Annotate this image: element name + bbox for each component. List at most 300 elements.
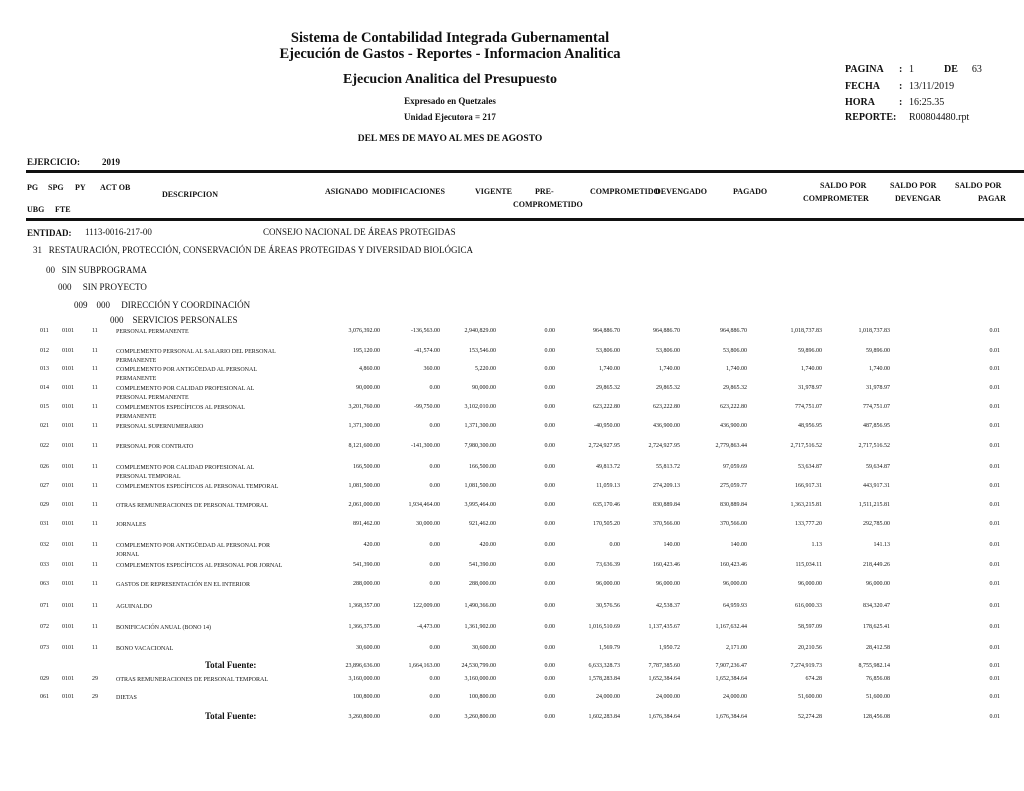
cell-descripcion: COMPLEMENTOS ESPECÍFICOS AL PERSONAL PERMANENTE (116, 405, 245, 420)
cell-saldo-comprometer: 774,751.07 (795, 404, 822, 410)
cell-asignado: 541,390.00 (353, 562, 380, 568)
cell-saldo-pagar: 0.01 (989, 676, 1000, 682)
cell-devengado: 160,423.46 (653, 562, 680, 568)
cell-asignado: 891,462.00 (353, 521, 380, 527)
cell-saldo-comprometer: 51,600.00 (798, 694, 822, 700)
cell-saldo-comprometer: 1,740.00 (801, 366, 822, 372)
col-pagado: PAGADO (733, 187, 768, 196)
cell-saldo-comprometer: 1.13 (811, 542, 822, 548)
cell-modificaciones: 30,000.00 (416, 521, 440, 527)
cell-comprometido: 11,059.13 (596, 483, 620, 489)
cell-precomprometido: 0.00 (544, 676, 555, 682)
cell-pagado: 160,423.46 (720, 562, 747, 568)
cell-saldo-devengar: 128,456.08 (863, 714, 890, 720)
cell-renglon: 029 (40, 676, 49, 682)
cell-asignado: 3,201,760.00 (348, 404, 380, 410)
cell-comprometido: 1,569.79 (599, 645, 620, 651)
cell-saldo-devengar: 1,740.00 (869, 366, 890, 372)
time-label: HORA (845, 97, 875, 108)
cell-pagado: 623,222.80 (720, 404, 747, 410)
cell-ubg: 0101 (62, 521, 74, 527)
cell-asignado: 8,121,600.00 (348, 443, 380, 449)
cell-descripcion: COMPLEMENTOS ESPECÍFICOS AL PERSONAL TEMPORAL (116, 484, 279, 490)
cell-pagado: 29,865.32 (723, 385, 747, 391)
cell-fte: 11 (92, 624, 98, 630)
of-label: DE (944, 64, 958, 75)
cell-comprometido: 1,016,510.69 (588, 624, 620, 630)
cell-ubg: 0101 (62, 581, 74, 587)
cell-saldo-pagar: 0.01 (989, 581, 1000, 587)
cell-comprometido: 53,806.00 (596, 348, 620, 354)
cell-saldo-devengar: 28,412.58 (866, 645, 890, 651)
cell-precomprometido: 0.00 (544, 714, 555, 720)
col-descripcion: DESCRIPCION (162, 190, 219, 199)
module-title: Ejecución de Gastos - Reportes - Informacion Analitica (279, 46, 621, 62)
cell-modificaciones: 0.00 (429, 464, 440, 470)
cell-devengado: 2,724,927.95 (648, 443, 680, 449)
cell-vigente: 3,102,010.00 (464, 404, 496, 410)
cell-saldo-pagar: 0.01 (989, 502, 1000, 508)
cell-fte: 11 (92, 366, 98, 372)
cell-vigente: 7,980,300.00 (464, 443, 496, 449)
cell-vigente: 5,220.00 (475, 366, 496, 372)
col-saldo-devengar-1: SALDO POR (890, 181, 937, 190)
cell-saldo-pagar: 0.01 (989, 348, 1000, 354)
cell-saldo-comprometer: 53,634.87 (798, 464, 822, 470)
col-devengado: DEVENGADO (655, 187, 708, 196)
col-saldo-pagar-2: PAGAR (978, 194, 1006, 203)
col-spg: SPG (48, 183, 64, 192)
total-fuente-label: Total Fuente: (205, 660, 257, 670)
cell-comprometido: 964,886.70 (593, 328, 620, 334)
cell-devengado: 1,676,384.64 (648, 714, 680, 720)
fiscal-year (27, 157, 120, 167)
page-number: 1 (909, 64, 914, 75)
cell-comprometido: 96,000.00 (596, 581, 620, 587)
cell-saldo-pagar: 0.01 (989, 423, 1000, 429)
cell-vigente: 166,500.00 (469, 464, 496, 470)
cell-fte: 11 (92, 521, 98, 527)
date-label: FECHA (845, 81, 880, 92)
cell-saldo-pagar: 0.01 (989, 603, 1000, 609)
cell-fte: 11 (92, 404, 98, 410)
col-fte: FTE (55, 205, 71, 214)
cell-precomprometido: 0.00 (544, 694, 555, 700)
cell-saldo-devengar: 59,896.00 (866, 348, 890, 354)
cell-renglon: 072 (40, 624, 49, 630)
cell-saldo-devengar: 31,978.97 (866, 385, 890, 391)
cell-pagado: 7,907,236.47 (715, 663, 747, 669)
cell-pagado: 24,000.00 (723, 694, 747, 700)
colon: : (899, 64, 903, 75)
cell-saldo-devengar: 178,625.41 (863, 624, 890, 630)
cell-saldo-pagar: 0.01 (989, 464, 1000, 470)
cell-renglon: 033 (40, 562, 49, 568)
cell-modificaciones: 0.00 (429, 483, 440, 489)
cell-saldo-devengar: 292,785.00 (863, 521, 890, 527)
cell-saldo-pagar: 0.01 (989, 366, 1000, 372)
cell-devengado: 830,889.84 (653, 502, 680, 508)
col-precomprometido-2: COMPROMETIDO (513, 200, 583, 209)
cell-asignado: 195,120.00 (353, 348, 380, 354)
cell-asignado: 90,000.00 (356, 385, 380, 391)
cell-comprometido: 1,578,283.84 (588, 676, 620, 682)
cell-fte: 11 (92, 328, 98, 334)
cell-renglon: 015 (40, 404, 49, 410)
cell-precomprometido: 0.00 (544, 366, 555, 372)
cell-modificaciones: 1,934,464.00 (408, 502, 440, 508)
cell-devengado: 140.00 (663, 542, 680, 548)
cell-devengado: 370,566.00 (653, 521, 680, 527)
cell-vigente: 1,361,902.00 (464, 624, 496, 630)
cell-modificaciones: 0.00 (429, 562, 440, 568)
cell-asignado: 100,800.00 (353, 694, 380, 700)
cell-asignado: 3,160,000.00 (348, 676, 380, 682)
cell-asignado: 288,000.00 (353, 581, 380, 587)
cell-devengado: 964,886.70 (653, 328, 680, 334)
cell-asignado: 3,260,800.00 (348, 714, 380, 720)
cell-descripcion: COMPLEMENTO PERSONAL AL SALARIO DEL PERSONAL PERMANENTE (116, 349, 276, 364)
cell-asignado: 30,600.00 (356, 645, 380, 651)
cell-descripcion: PERSONAL PERMANENTE (116, 329, 189, 335)
cell-asignado: 1,366,375.00 (348, 624, 380, 630)
cell-ubg: 0101 (62, 562, 74, 568)
cell-vigente: 3,995,464.00 (464, 502, 496, 508)
cell-vigente: 153,546.00 (469, 348, 496, 354)
cell-saldo-devengar: 487,856.95 (863, 423, 890, 429)
col-py: PY (75, 183, 86, 192)
cell-ubg: 0101 (62, 404, 74, 410)
cell-pagado: 1,740.00 (726, 366, 747, 372)
cell-devengado: 274,209.13 (653, 483, 680, 489)
cell-vigente: 24,530,799.00 (461, 663, 496, 669)
cell-precomprometido: 0.00 (544, 502, 555, 508)
cell-ubg: 0101 (62, 624, 74, 630)
cell-comprometido: 1,602,283.84 (588, 714, 620, 720)
cell-pagado: 275,059.77 (720, 483, 747, 489)
cell-saldo-pagar: 0.01 (989, 624, 1000, 630)
cell-vigente: 3,260,800.00 (464, 714, 496, 720)
cell-precomprometido: 0.00 (544, 603, 555, 609)
program-row: 31 RESTAURACIÓN, PROTECCIÓN, CONSERVACIÓN DE ÁREAS PROTEGIDAS Y DIVERSIDAD BIOLÓGICA (33, 245, 473, 255)
cell-saldo-comprometer: 674.28 (805, 676, 822, 682)
cell-modificaciones: 1,664,163.00 (408, 663, 440, 669)
cell-renglon: 013 (40, 366, 49, 372)
cell-comprometido: 29,865.32 (596, 385, 620, 391)
cell-saldo-comprometer: 7,274,919.73 (790, 663, 822, 669)
entity-label: ENTIDAD: (27, 228, 72, 238)
cell-asignado: 1,371,300.00 (348, 423, 380, 429)
cell-descripcion: BONO VACACIONAL (116, 646, 174, 652)
currency-note: Expresado en Quetzales (404, 96, 496, 106)
cell-saldo-comprometer: 1,363,215.81 (790, 502, 822, 508)
cell-precomprometido: 0.00 (544, 348, 555, 354)
cell-saldo-comprometer: 115,034.11 (795, 562, 822, 568)
cell-saldo-pagar: 0.01 (989, 645, 1000, 651)
cell-pagado: 964,886.70 (720, 328, 747, 334)
cell-fte: 29 (92, 676, 98, 682)
report-label: REPORTE: (845, 112, 897, 123)
cell-renglon: 029 (40, 502, 49, 508)
cell-saldo-comprometer: 31,978.97 (798, 385, 822, 391)
cell-ubg: 0101 (62, 423, 74, 429)
cell-vigente: 1,081,500.00 (464, 483, 496, 489)
period-label: DEL MES DE MAYO AL MES DE AGOSTO (357, 134, 543, 144)
cell-precomprometido: 0.00 (544, 483, 555, 489)
cell-fte: 11 (92, 645, 98, 651)
cell-ubg: 0101 (62, 645, 74, 651)
cell-modificaciones: 0.00 (429, 581, 440, 587)
cell-precomprometido: 0.00 (544, 328, 555, 334)
cell-descripcion: OTRAS REMUNERACIONES DE PERSONAL TEMPORAL (116, 677, 269, 683)
cell-devengado: 42,538.37 (656, 603, 680, 609)
cell-pagado: 436,900.00 (720, 423, 747, 429)
cell-saldo-devengar: 96,000.00 (866, 581, 890, 587)
page-info (845, 64, 982, 75)
cell-devengado: 24,000.00 (656, 694, 680, 700)
cell-saldo-pagar: 0.01 (989, 385, 1000, 391)
cell-asignado: 1,081,500.00 (348, 483, 380, 489)
cell-saldo-devengar: 141.13 (873, 542, 890, 548)
cell-devengado: 623,222.80 (653, 404, 680, 410)
cell-fte: 11 (92, 464, 98, 470)
cell-saldo-devengar: 51,600.00 (866, 694, 890, 700)
cell-ubg: 0101 (62, 443, 74, 449)
cell-devengado: 53,806.00 (656, 348, 680, 354)
cell-fte: 11 (92, 562, 98, 568)
col-pg: PG (27, 183, 39, 192)
cell-descripcion: DIETAS (116, 695, 137, 701)
cell-comprometido: 30,576.56 (596, 603, 620, 609)
cell-pagado: 1,676,384.64 (715, 714, 747, 720)
cell-descripcion: OTRAS REMUNERACIONES DE PERSONAL TEMPORAL (116, 503, 269, 509)
cell-renglon: 027 (40, 483, 49, 489)
cell-descripcion: COMPLEMENTO POR CALIDAD PROFESIONAL AL PERSONAL PERMANENTE (116, 386, 255, 401)
cell-precomprometido: 0.00 (544, 404, 555, 410)
cell-devengado: 7,787,385.60 (648, 663, 680, 669)
cell-saldo-pagar: 0.01 (989, 483, 1000, 489)
cell-descripcion: COMPLEMENTO POR CALIDAD PROFESIONAL AL PERSONAL TEMPORAL (116, 465, 255, 480)
header-rule-bottom (26, 218, 1024, 221)
col-comprometido: COMPROMETIDO (590, 187, 660, 196)
system-title: Sistema de Contabilidad Integrada Gubernamental (290, 30, 610, 46)
cell-devengado: 1,950.72 (659, 645, 680, 651)
cell-fte: 11 (92, 423, 98, 429)
cell-saldo-devengar: 1,018,737.83 (858, 328, 890, 334)
cell-saldo-devengar: 834,320.47 (863, 603, 890, 609)
report-info (845, 112, 969, 123)
cell-ubg: 0101 (62, 676, 74, 682)
cell-saldo-pagar: 0.01 (989, 542, 1000, 548)
cell-pagado: 1,652,384.64 (715, 676, 747, 682)
cell-fte: 11 (92, 542, 98, 548)
cell-saldo-comprometer: 133,777.20 (795, 521, 822, 527)
cell-saldo-comprometer: 20,210.56 (798, 645, 822, 651)
cell-modificaciones: 122,009.00 (413, 603, 440, 609)
cell-saldo-comprometer: 48,956.95 (798, 423, 822, 429)
cell-ubg: 0101 (62, 328, 74, 334)
cell-pagado: 97,059.69 (723, 464, 747, 470)
cell-saldo-devengar: 8,755,982.14 (858, 663, 890, 669)
cell-comprometido: 0.00 (609, 542, 620, 548)
fiscal-year-label: EJERCICIO: (27, 157, 81, 167)
cell-saldo-comprometer: 166,917.31 (795, 483, 822, 489)
cell-modificaciones: 0.00 (429, 542, 440, 548)
cell-saldo-pagar: 0.01 (989, 663, 1000, 669)
cell-asignado: 1,368,357.00 (348, 603, 380, 609)
subprogram-row: 00 SIN SUBPROGRAMA (46, 265, 148, 275)
cell-vigente: 541,390.00 (469, 562, 496, 568)
cell-precomprometido: 0.00 (544, 542, 555, 548)
col-ubg: UBG (27, 205, 45, 214)
cell-ubg: 0101 (62, 385, 74, 391)
cell-ubg: 0101 (62, 502, 74, 508)
page-label: PAGINA (845, 64, 884, 75)
cell-pagado: 370,566.00 (720, 521, 747, 527)
cell-saldo-pagar: 0.01 (989, 714, 1000, 720)
cell-ubg: 0101 (62, 483, 74, 489)
cell-pagado: 2,171.00 (726, 645, 747, 651)
cell-asignado: 23,896,636.00 (345, 663, 380, 669)
cell-modificaciones: 0.00 (429, 645, 440, 651)
cell-saldo-pagar: 0.01 (989, 521, 1000, 527)
cell-modificaciones: 0.00 (429, 694, 440, 700)
cell-devengado: 29,865.32 (656, 385, 680, 391)
cell-comprometido: 170,505.20 (593, 521, 620, 527)
cell-vigente: 288,000.00 (469, 581, 496, 587)
cell-precomprometido: 0.00 (544, 624, 555, 630)
cell-renglon: 014 (40, 385, 49, 391)
cell-saldo-comprometer: 58,597.09 (798, 624, 822, 630)
cell-renglon: 073 (40, 645, 49, 651)
cell-vigente: 100,800.00 (469, 694, 496, 700)
cell-saldo-comprometer: 2,717,516.52 (790, 443, 822, 449)
cell-fte: 11 (92, 483, 98, 489)
cell-vigente: 1,490,366.00 (464, 603, 496, 609)
cell-precomprometido: 0.00 (544, 443, 555, 449)
cell-fte: 11 (92, 581, 98, 587)
col-saldo-devengar-2: DEVENGAR (895, 194, 941, 203)
cell-comprometido: 2,724,927.95 (588, 443, 620, 449)
col-saldo-comprometer-1: SALDO POR (820, 181, 867, 190)
entity-name: CONSEJO NACIONAL DE ÁREAS PROTEGIDAS (263, 227, 456, 237)
cell-precomprometido: 0.00 (544, 385, 555, 391)
cell-pagado: 2,779,863.44 (715, 443, 747, 449)
cell-devengado: 1,137,435.67 (648, 624, 680, 630)
cell-ubg: 0101 (62, 694, 74, 700)
col-modificaciones: MODIFICACIONES (372, 187, 445, 196)
colon: : (899, 81, 903, 92)
cell-descripcion: PERSONAL POR CONTRATO (116, 444, 194, 450)
cell-renglon: 071 (40, 603, 49, 609)
cell-saldo-comprometer: 616,000.33 (795, 603, 822, 609)
cell-comprometido: 24,000.00 (596, 694, 620, 700)
cell-saldo-devengar: 2,717,516.52 (858, 443, 890, 449)
cell-saldo-devengar: 218,449.26 (863, 562, 890, 568)
cell-precomprometido: 0.00 (544, 645, 555, 651)
cell-asignado: 420.00 (363, 542, 380, 548)
cell-renglon: 032 (40, 542, 49, 548)
col-saldo-pagar-1: SALDO POR (955, 181, 1002, 190)
cell-devengado: 55,813.72 (656, 464, 680, 470)
cell-modificaciones: 0.00 (429, 423, 440, 429)
cell-renglon: 026 (40, 464, 49, 470)
cell-vigente: 30,600.00 (472, 645, 496, 651)
date-value: 13/11/2019 (909, 81, 955, 92)
cell-precomprometido: 0.00 (544, 581, 555, 587)
cell-fte: 11 (92, 385, 98, 391)
cell-renglon: 061 (40, 694, 49, 700)
cell-devengado: 1,740.00 (659, 366, 680, 372)
cell-precomprometido: 0.00 (544, 423, 555, 429)
header-rule-top (26, 170, 1024, 173)
cell-ubg: 0101 (62, 464, 74, 470)
cell-modificaciones: 0.00 (429, 714, 440, 720)
cell-renglon: 012 (40, 348, 49, 354)
cell-comprometido: 6,633,328.73 (588, 663, 620, 669)
cell-comprometido: 623,222.80 (593, 404, 620, 410)
cell-vigente: 3,160,000.00 (464, 676, 496, 682)
cell-saldo-pagar: 0.01 (989, 562, 1000, 568)
cell-modificaciones: -99,750.00 (414, 404, 440, 410)
report-file: R00804480.rpt (909, 112, 970, 123)
cell-precomprometido: 0.00 (544, 663, 555, 669)
time-value: 16:25.35 (909, 97, 945, 108)
cell-renglon: 021 (40, 423, 49, 429)
cell-comprometido: 635,170.46 (593, 502, 620, 508)
cell-renglon: 011 (40, 328, 49, 334)
col-precomprometido-1: PRE- (535, 187, 554, 196)
cell-ubg: 0101 (62, 542, 74, 548)
cell-vigente: 1,371,300.00 (464, 423, 496, 429)
cell-descripcion: COMPLEMENTO POR ANTIGÜEDAD AL PERSONAL PERMANENTE (116, 367, 257, 382)
cell-saldo-comprometer: 59,896.00 (798, 348, 822, 354)
cell-modificaciones: 0.00 (429, 676, 440, 682)
cell-fte: 11 (92, 348, 98, 354)
cell-pagado: 1,167,632.44 (715, 624, 747, 630)
total-pages: 63 (971, 64, 982, 75)
cell-saldo-devengar: 443,917.31 (863, 483, 890, 489)
cell-devengado: 436,900.00 (653, 423, 680, 429)
cell-vigente: 420.00 (479, 542, 496, 548)
cell-modificaciones: 0.00 (429, 385, 440, 391)
cell-saldo-devengar: 1,511,215.81 (858, 502, 890, 508)
cell-renglon: 063 (40, 581, 49, 587)
cell-descripcion: BONIFICACIÓN ANUAL (BONO 14) (116, 625, 211, 631)
cell-asignado: 2,061,000.00 (348, 502, 380, 508)
cell-saldo-comprometer: 1,018,737.83 (790, 328, 822, 334)
cell-precomprometido: 0.00 (544, 521, 555, 527)
cell-renglon: 022 (40, 443, 49, 449)
cell-saldo-pagar: 0.01 (989, 404, 1000, 410)
cell-devengado: 1,652,384.64 (648, 676, 680, 682)
col-vigente: VIGENTE (475, 187, 512, 196)
cell-ubg: 0101 (62, 366, 74, 372)
cell-asignado: 166,500.00 (353, 464, 380, 470)
cell-asignado: 3,076,392.00 (348, 328, 380, 334)
cell-precomprometido: 0.00 (544, 562, 555, 568)
cell-descripcion: COMPLEMENTO POR ANTIGÜEDAD AL PERSONAL POR JORNAL (116, 543, 270, 558)
cell-vigente: 2,940,829.00 (464, 328, 496, 334)
cell-saldo-comprometer: 96,000.00 (798, 581, 822, 587)
cell-precomprometido: 0.00 (544, 464, 555, 470)
cell-saldo-devengar: 59,634.87 (866, 464, 890, 470)
cell-renglon: 031 (40, 521, 49, 527)
cell-modificaciones: -136,563.00 (411, 328, 440, 334)
col-saldo-comprometer-2: COMPROMETER (803, 194, 869, 203)
cell-descripcion: GASTOS DE REPRESENTACIÓN EN EL INTERIOR (116, 582, 251, 588)
cell-pagado: 53,806.00 (723, 348, 747, 354)
